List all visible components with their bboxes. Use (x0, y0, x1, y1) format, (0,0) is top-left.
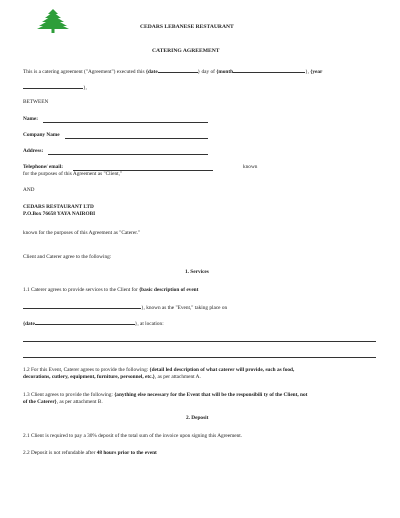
month-blank (233, 67, 305, 73)
clause-1-1 (23, 287, 198, 294)
year-placeholder: {year (310, 69, 323, 75)
clause-1-1-text: 1.1 Caterer agrees to provide services to the Client for (23, 287, 138, 293)
date-blank (158, 67, 198, 73)
date-placeholder: {date (145, 69, 158, 75)
clause-2-1: 2.1 Client is required to pay a 30% deposit of the total sum of the invoice upon signing this Agreement. (23, 433, 243, 439)
telephone-label: Telephone/ email: (23, 164, 63, 170)
between-label: BETWEEN (23, 99, 49, 105)
attachment-a-text: , as per attachment A. (154, 374, 201, 380)
event-description-placeholder: {basic description of event (139, 287, 199, 293)
event-known-text: }, known as the "Event," taking place on (141, 305, 228, 311)
event-date-placeholder: {date (23, 321, 35, 327)
year-blank (23, 83, 83, 89)
cedar-tree-icon (36, 8, 70, 34)
document-title: CATERING AGREEMENT (152, 48, 220, 54)
refund-deadline: 48 hours prior to the event (96, 450, 157, 456)
clause-1-2 (23, 367, 294, 374)
company-blank (65, 138, 208, 139)
company-label: Company Name (23, 132, 60, 138)
provision-items-placeholder: decorations, cutlery, equipment, furniture, personnel, etc.} (23, 374, 155, 380)
event-blank (23, 303, 141, 309)
year-line (23, 83, 87, 92)
intro-text: This is a catering agreement ("Agreement") executed this (23, 69, 145, 75)
services-heading: 1. Services (185, 269, 209, 275)
attachment-b-text: , as per attachment B. (56, 399, 103, 405)
clause-1-3-text: 1.3 Client agrees to provide the following: (23, 392, 113, 398)
restaurant-name: CEDARS LEBANESE RESTAURANT (140, 24, 234, 30)
clause-2-2-text: 2.2 Deposit is not refundable after (23, 450, 96, 456)
day-of-text: } day of (197, 69, 215, 75)
caterer-address: P.O.Box 76658 YAYA NAIROBI (23, 211, 96, 217)
clause-1-1-cont (23, 303, 227, 312)
name-label: Name: (23, 116, 39, 122)
address-label: Address: (23, 148, 44, 154)
and-label: AND (23, 187, 35, 193)
clause-1-3 (23, 392, 307, 399)
deposit-heading: 2. Deposit (186, 415, 209, 421)
month-placeholder: {month (216, 69, 234, 75)
event-date-blank (35, 319, 135, 325)
name-blank (43, 122, 208, 123)
clause-1-2-cont (23, 374, 201, 381)
provision-description-placeholder: {detail led description of what caterer will provide, such as food, (149, 367, 295, 373)
location-blank-1 (23, 341, 376, 342)
caterer-placeholder: of the Caterer} (23, 399, 57, 405)
client-purposes: for the purposes of this Agreement as "Client," (23, 171, 123, 177)
caterer-purposes: known for the purposes of this Agreement as "Caterer." (23, 230, 141, 236)
known-text: known (243, 164, 258, 170)
year-close: }, (83, 85, 87, 91)
clause-2-2 (23, 450, 157, 457)
location-text: }, at location: (134, 321, 164, 327)
clause-1-1-date (23, 319, 164, 328)
location-blank-2 (23, 357, 376, 358)
clause-1-2-text: 1.2 For this Event, Caterer agrees to provide the following: (23, 367, 149, 373)
address-blank (48, 154, 208, 155)
month-close: }, (305, 69, 309, 75)
agree-line: Client and Caterer agree to the following: (23, 254, 112, 260)
clause-1-3-cont (23, 399, 103, 406)
client-provision-placeholder: {anything else necessary for the Event that will be the responsibili ty of the Client, not (114, 392, 308, 398)
intro-line (23, 67, 322, 76)
caterer-name: CEDARS RESTAURANT LTD (23, 204, 94, 210)
